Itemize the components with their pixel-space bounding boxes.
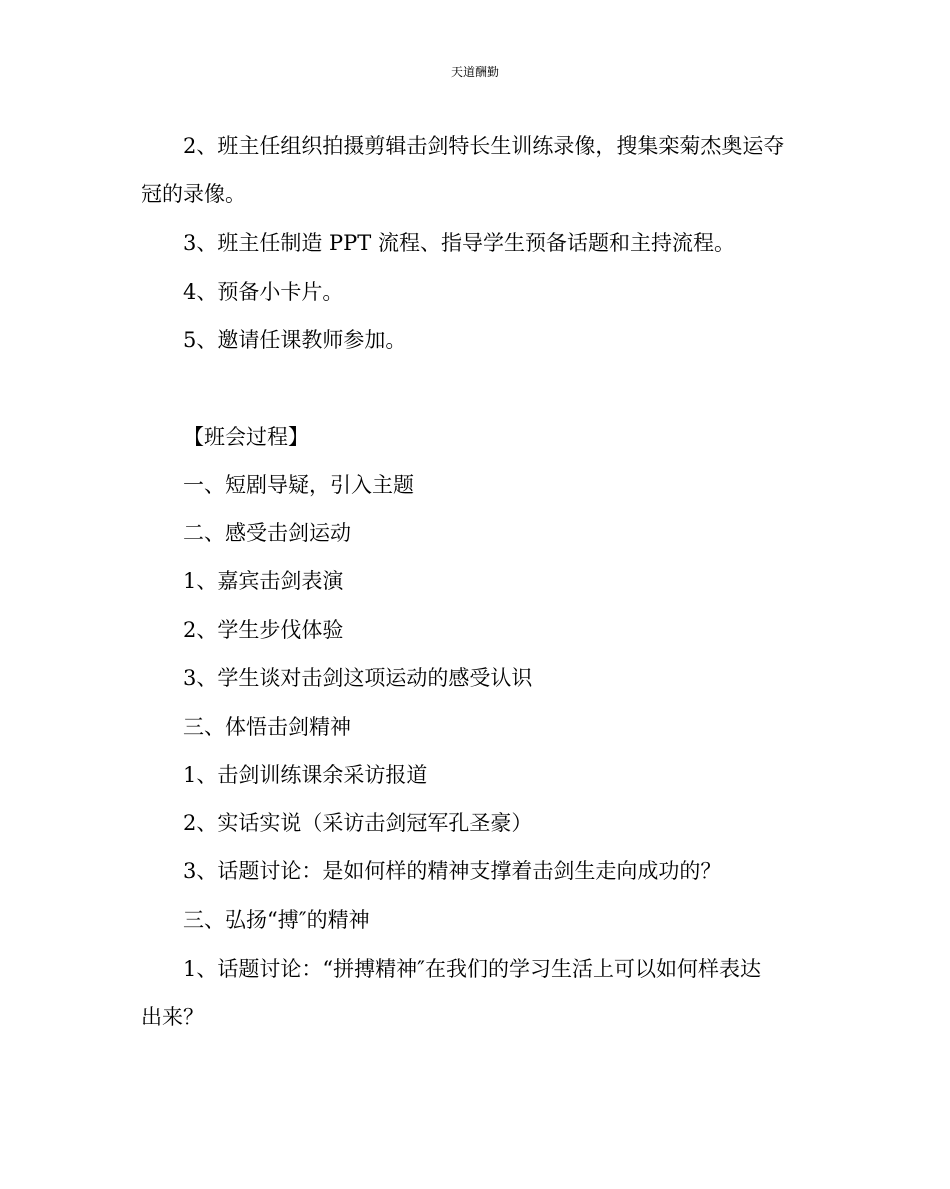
step-two-item-1: 1、嘉宾击剑表演 <box>183 569 344 593</box>
step-three-item-3: 3、话题讨论：是如何样的精神支撑着击剑生走向成功的？ <box>183 859 722 883</box>
paragraph-item-2-continued: 冠的录像。 <box>141 182 246 206</box>
step-four-item-1: 1、话题讨论：“拼搏精神″在我们的学习生活上可以如何样表达 <box>183 957 761 981</box>
step-two-item-3: 3、学生谈对击剑这项运动的感受认识 <box>183 666 533 690</box>
paragraph-item-3: 3、班主任制造 PPT 流程、指导学生预备话题和主持流程。 <box>183 231 735 255</box>
step-three-item-2: 2、实话实说（采访击剑冠军孔圣豪） <box>183 811 533 835</box>
page-header: 天道酬勤 <box>450 65 499 79</box>
step-two-item-2: 2、学生步伐体验 <box>183 618 344 642</box>
step-three-heading: 三、体悟击剑精神 <box>183 715 351 739</box>
step-one-heading: 一、短剧导疑，引入主题 <box>183 473 414 497</box>
step-three-item-1: 1、击剑训练课余采访报道 <box>183 763 428 787</box>
step-four-heading: 三、弘扬“搏″的精神 <box>183 908 370 932</box>
step-four-item-1-continued: 出来？ <box>141 1005 204 1029</box>
section-heading: 【班会过程】 <box>183 425 309 449</box>
paragraph-line: 2、班主任组织拍摄剪辑击剑特长生训练录像，搜集栾菊杰奥运夺 <box>183 134 785 158</box>
paragraph-item-4: 4、预备小卡片。 <box>183 280 344 304</box>
paragraph-item-5: 5、邀请任课教师参加。 <box>183 328 407 352</box>
paragraph-item-2 <box>141 132 811 160</box>
step-two-heading: 二、感受击剑运动 <box>183 521 351 545</box>
